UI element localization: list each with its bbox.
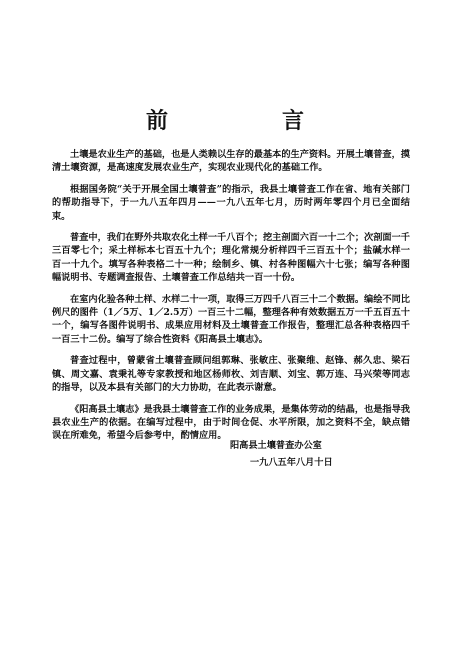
paragraph-1: 土壤是农业生产的基础，也是人类赖以生存的最基本的生产资料。开展土壤普查，摸清土壤资源，是高速度发展农业生产，实现农业现代化的基础工作。	[52, 149, 410, 174]
paragraph-5: 普查过程中，曾蒙省土壤普查顾问组郭琳、张敏庄、张聚维、赵锋、郝久忠、梁石镇、周文嘉、袁秉礼等专家教授和地区杨师枚、刘吉顺、刘宝、郭万连、马兴荣等同志的指导，以及本县有关部门的大力协助，在此表示谢意。	[52, 355, 410, 394]
paragraph-2: 根据国务院“关于开展全国土壤普查”的指示，我县土壤普查工作在省、地有关部门的帮助指导下，于一九八五年四月——一九八五年七月，历时两年零四个月已全面结束。	[52, 183, 410, 222]
preface-body	[52, 148, 410, 451]
signature-date: 一九八五年八月十日	[250, 457, 333, 468]
signature-block	[230, 437, 333, 471]
paragraph-4: 在室内化验各种土样、水样二十一项，取得三万四千八百三十二个数据。编绘不同比例尺的图件（1／5万、1／2.5万）一百三十二幅，整理各种有效数据五万一千五百五十一个，编写各图件说明书、成果应用材料及土壤普查工作报告，整理汇总各种表格四千一百三十二份。编写了综合性资料《阳高县土壤志》。	[52, 293, 410, 345]
signature-office: 阳高县土壤普查办公室	[230, 440, 322, 451]
page-title: 前 言	[145, 108, 350, 134]
paragraph-3: 普查中，我们在野外共取农化土样一千八百个；挖主剖面六百一十二个；次剖面一千三百零七个；采土样标本七百五十九个；理化常规分析样四千三百五十个；盐碱水样一百一十九个。填写各种表格二十一种；绘制乡、镇、村各种图幅六十七张；编写各种图幅说明书、专题调查报告、土壤普查工作总结共一百一十份。	[52, 232, 410, 284]
paragraph-6: 《阳高县土壤志》是我县土壤普查工作的业务成果，是集体劳动的结晶，也是指导我县农业生产的依据。在编写过程中，由于时间仓促、水平所限，加之资料不全，缺点错误在所难免，希望今后参考中，酌情应用。	[52, 403, 410, 442]
